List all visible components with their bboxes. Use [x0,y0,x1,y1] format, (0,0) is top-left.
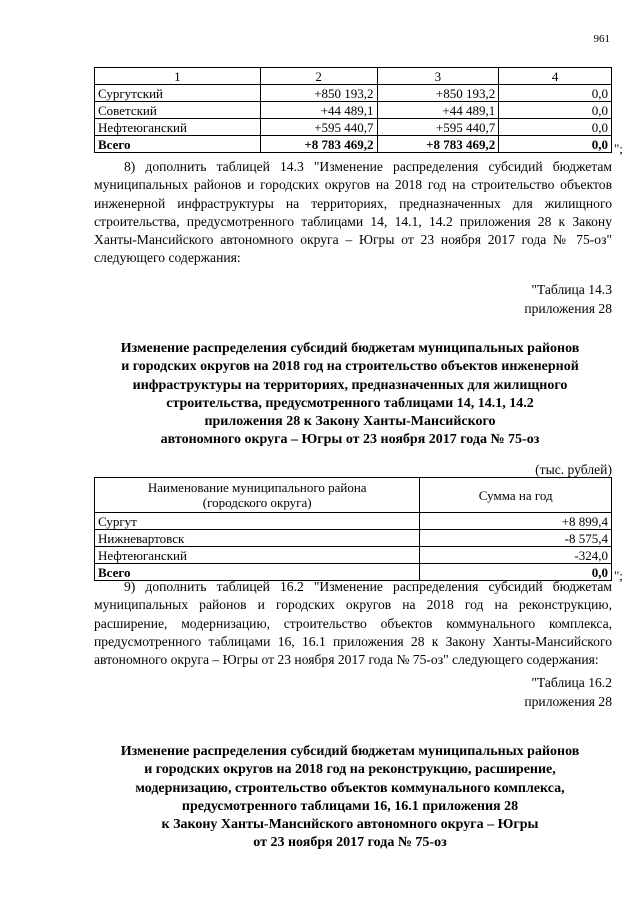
total-value: +8 783 469,2 [377,136,499,153]
title-line: строительства, предусмотренного таблицами 14, 14.1, 14.2 [166,395,534,411]
appendix-reference-line: приложения 28 [524,301,612,316]
table-14-3-title [80,340,620,450]
units-label: (тыс. рублей) [535,462,612,477]
column-number: 3 [377,68,499,85]
title-line: от 23 ноября 2017 года № 75-оз [253,835,447,851]
cell-value: +44 489,1 [377,102,499,119]
district-name: Советский [95,102,261,119]
cell-value: +595 440,7 [377,119,499,136]
table-row [95,530,612,547]
district-name: Нижневартовск [95,530,420,547]
title-line: инфраструктуры на территориях, предназначенных для жилищного [132,377,568,393]
table-total-row [95,136,612,153]
table-16-2-title [80,743,620,853]
district-name: Сургутский [95,85,261,102]
cell-value: 0,0 [499,102,612,119]
amendment-paragraph-8 [94,158,612,268]
table-reference-line: "Таблица 16.2 [531,675,612,690]
column-number: 2 [260,68,377,85]
cell-value: +44 489,1 [260,102,377,119]
closing-quote: "; [614,568,623,583]
district-name: Сургут [95,513,420,530]
cell-value: +850 193,2 [260,85,377,102]
cell-value: -324,0 [420,547,612,564]
cell-value: -8 575,4 [420,530,612,547]
table-header-row [95,68,612,85]
title-line: предусмотренного таблицами 16, 16.1 приложения 28 [181,798,519,814]
column-number: 4 [499,68,612,85]
table-16-2-reference [400,673,612,711]
district-name: Нефтеюганский [95,119,261,136]
title-line: модернизацию, строительство объектов коммунального комплекса, [135,780,565,796]
district-name: Нефтеюганский [95,547,420,564]
column-header-district [95,478,420,513]
paragraph-text: 8) дополнить таблицей 14.3 "Изменение распределения субсидий бюджетам муниципальных районов и городских округов на 2018 год на строительство объектов инженерной инфраструктуры на территориях, предназначенных для жилищного строительства, предусмотренного таблицами 14, 14.1, 14.2 приложения 28 к Закону Ханты-Мансийского автономного округа – Югры от 23 ноября 2017 года № 75-оз" следующего содержания: [94,159,612,266]
appendix-reference-line: приложения 28 [524,694,612,709]
page-number: 961 [593,33,610,45]
cell-value: 0,0 [499,85,612,102]
closing-quote: "; [614,141,623,156]
table-row [95,85,612,102]
subsidy-table-continuation [94,67,612,153]
paragraph-text: 9) дополнить таблицей 16.2 "Изменение распределения субсидий бюджетам муниципальных районов и городских округов на 2018 год на реконструкцию, расширение, модернизацию, строительство объектов коммунального комплекса, предусмотренного таблицами 16, 16.1 приложения 28 к Закону Ханты-Мансийского автономного округа – Югры от 23 ноября 2017 года № 75-оз" следующего содержания: [94,579,612,668]
total-value: 0,0 [420,564,612,581]
column-number: 1 [95,68,261,85]
cell-value: +8 899,4 [420,513,612,530]
table-14-3-reference [400,280,612,318]
header-line: (городского округа) [202,495,312,510]
title-line: и городских округов на 2018 год на реконструкцию, расширение, [144,762,556,778]
title-line: Изменение распределения субсидий бюджетам муниципальных районов [120,744,580,759]
table-row [95,102,612,119]
cell-value: 0,0 [499,119,612,136]
total-label: Всего [95,564,420,581]
title-line: Изменение распределения субсидий бюджетам муниципальных районов [120,341,580,356]
table-14-3 [94,477,612,581]
title-line: автономного округа – Югры от 23 ноября 2017 года № 75-оз [160,432,540,448]
title-line: и городских округов на 2018 год на строительство объектов инженерной [121,359,579,375]
header-line: Наименование муниципального района [147,480,367,495]
total-label: Всего [95,136,261,153]
title-line: приложения 28 к Закону Ханты-Мансийского [204,414,496,430]
table-row [95,547,612,564]
table-reference-line: "Таблица 14.3 [531,282,612,297]
table-header-row [95,478,612,513]
table-row [95,513,612,530]
amendment-paragraph-9 [94,578,612,669]
total-value: +8 783 469,2 [260,136,377,153]
cell-value: +850 193,2 [377,85,499,102]
total-value: 0,0 [499,136,612,153]
cell-value: +595 440,7 [260,119,377,136]
title-line: к Закону Ханты-Мансийского автономного округа – Югры [161,817,539,833]
table-row [95,119,612,136]
column-header-amount: Сумма на год [420,478,612,513]
